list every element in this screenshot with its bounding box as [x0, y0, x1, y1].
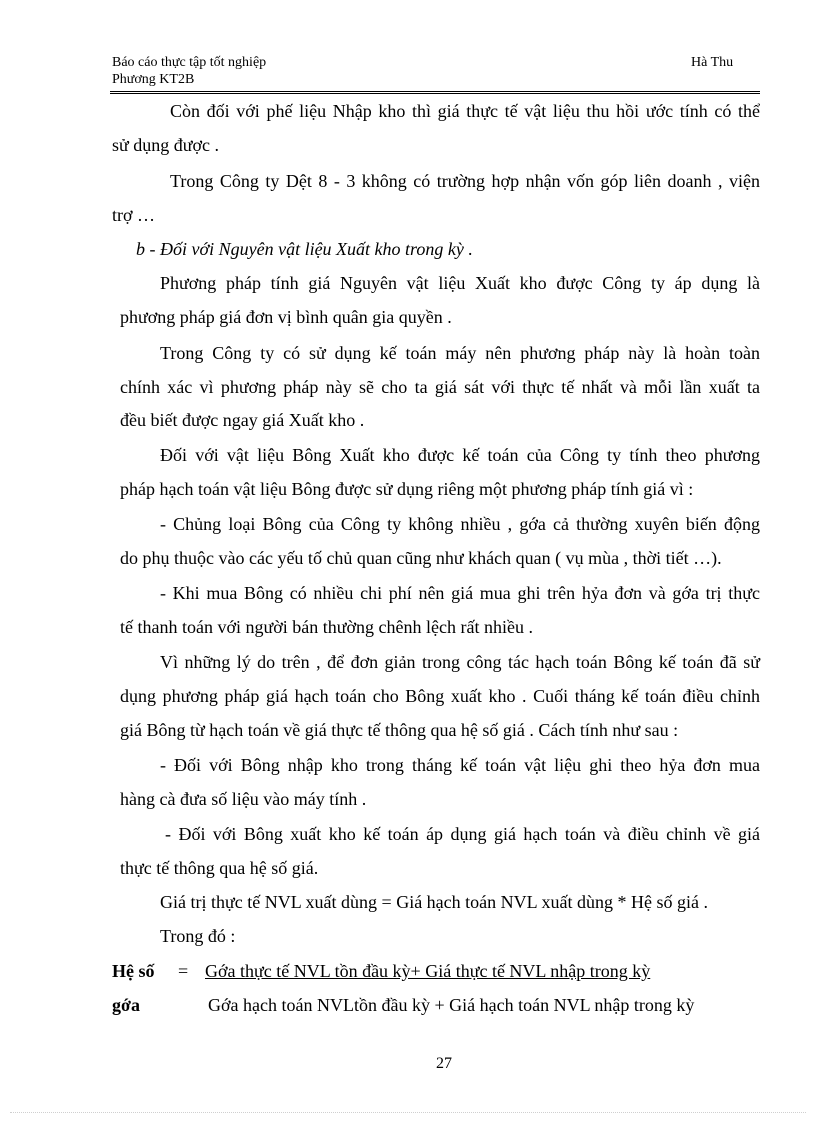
- header-rule-double: [110, 93, 760, 94]
- paragraph-10-line-2: thực tế thông qua hệ số giá.: [120, 858, 319, 878]
- section-b-heading: b - Đối với Nguyên vật liệu Xuất kho trong kỳ .: [136, 239, 473, 259]
- where-label: Trong đó :: [160, 926, 236, 946]
- paragraph-8-line-2: dụng phương pháp giá hạch toán cho Bông xuất kho . Cuối tháng kế toán điều chỉnh: [120, 686, 760, 706]
- paragraph-1-line-1: Còn đối với phế liệu Nhập kho thì giá thực tế vật liệu thu hồi ước tính có thể: [170, 101, 760, 121]
- header-class: Phương KT2B: [112, 72, 195, 87]
- paragraph-5-line-2: pháp hạch toán vật liệu Bông được sử dụng riêng một phương pháp tính giá vì :: [120, 479, 694, 499]
- paragraph-7-line-1: - Khi mua Bông có nhiều chi phí nên giá mua ghi trên hỷa đơn và gớa trị thực: [160, 583, 760, 603]
- paragraph-6-line-2: do phụ thuộc vào các yếu tố chủ quan cũng như khách quan ( vụ mùa , thời tiết …).: [120, 548, 722, 568]
- paragraph-6-line-1: - Chủng loại Bông của Công ty không nhiều , gớa cả thường xuyên biến động: [160, 514, 760, 534]
- page-number: 27: [436, 1055, 452, 1072]
- paragraph-4-line-2: chính xác vì phương pháp này sẽ cho ta giá sát với thực tế nhất và mỗi lần xuất ta: [120, 377, 760, 397]
- paragraph-4-line-3: đều biết được ngay giá Xuất kho .: [120, 410, 365, 430]
- formula-equals-sign: =: [178, 961, 189, 981]
- coefficient-label-line-2: gớa: [112, 995, 140, 1015]
- header-rule: [110, 91, 760, 92]
- coefficient-label-line-1: Hệ số: [112, 961, 155, 981]
- paragraph-2-line-1: Trong Công ty Dệt 8 - 3 không có trường hợp nhận vốn góp liên doanh , viện: [170, 171, 760, 191]
- paragraph-8-line-3: giá Bông từ hạch toán về giá thực tế thông qua hệ số giá . Cách tính như sau :: [120, 720, 679, 740]
- paragraph-9-line-1: - Đối với Bông nhập kho trong tháng kế toán vật liệu ghi theo hỷa đơn mua: [160, 755, 760, 775]
- formula-numerator: Gớa thực tế NVL tồn đầu kỳ+ Giá thực tế NVL nhập trong kỳ: [205, 961, 651, 981]
- paragraph-9-line-2: hàng cà đưa số liệu vào máy tính .: [120, 789, 367, 809]
- paragraph-3-line-1: Phương pháp tính giá Nguyên vật liệu Xuất kho được Công ty áp dụng là: [160, 273, 760, 293]
- paragraph-7-line-2: tế thanh toán với người bán thường chênh lệch rất nhiều .: [120, 617, 533, 637]
- header-author: Hà Thu: [691, 55, 734, 70]
- formula-sentence: Giá trị thực tế NVL xuất dùng = Giá hạch toán NVL xuất dùng * Hệ số giá .: [160, 892, 708, 912]
- page-bottom-edge: [10, 1112, 806, 1113]
- paragraph-4-line-1: Trong Công ty có sử dụng kế toán máy nên phương pháp này là hoàn toàn: [160, 343, 760, 363]
- paragraph-5-line-1: Đối với vật liệu Bông Xuất kho được kế toán của Công ty tính theo phương: [160, 445, 760, 465]
- paragraph-3-line-2: phương pháp giá đơn vị bình quân gia quyền .: [120, 307, 452, 327]
- paragraph-2-line-2: trợ …: [112, 205, 156, 225]
- formula-denominator: Gớa hạch toán NVLtồn đầu kỳ + Giá hạch toán NVL nhập trong kỳ: [208, 995, 695, 1015]
- paragraph-10-line-1: - Đối với Bông xuất kho kế toán áp dụng giá hạch toán và điều chỉnh về giá: [165, 824, 760, 844]
- paragraph-8-line-1: Vì những lý do trên , để đơn giản trong công tác hạch toán Bông kế toán đã sử: [160, 652, 760, 672]
- header-report-title: Báo cáo thực tập tốt nghiệp: [112, 55, 267, 70]
- paragraph-1-line-2: sử dụng được .: [112, 135, 220, 155]
